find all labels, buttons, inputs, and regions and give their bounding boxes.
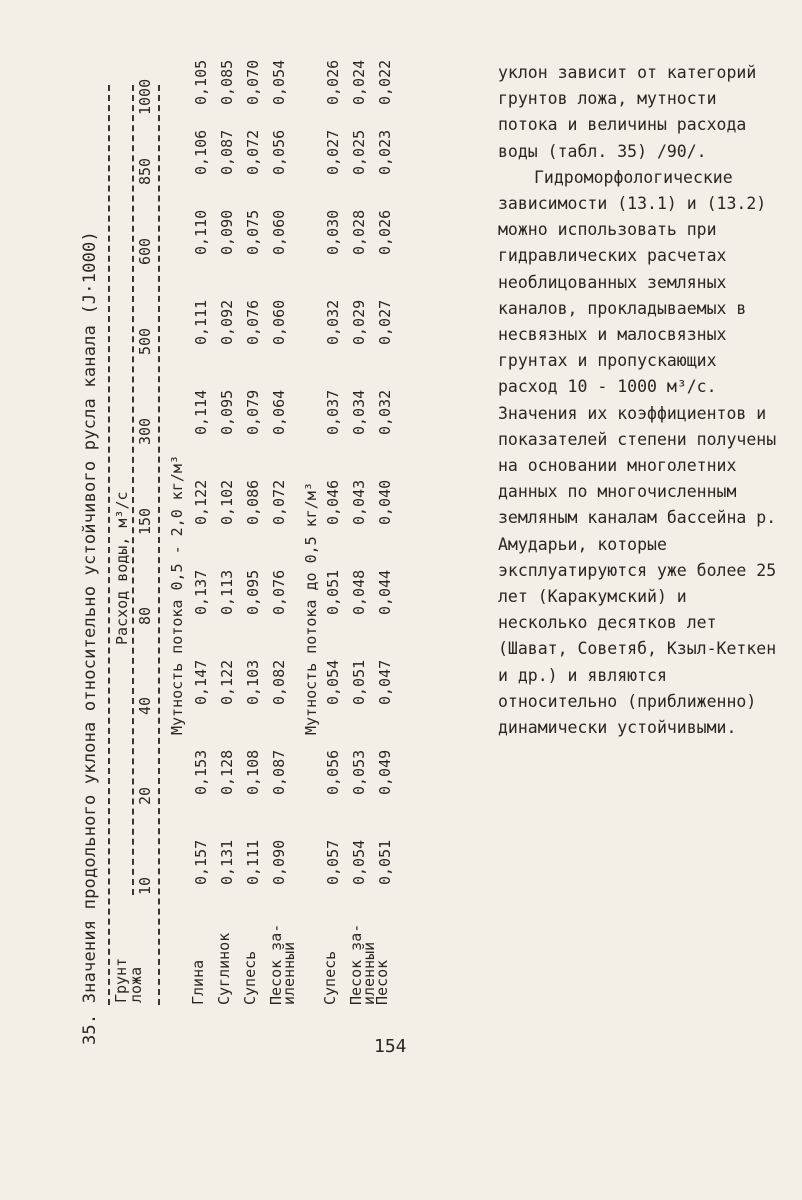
table-cell: 0,075 xyxy=(244,209,262,255)
column-header: 300 xyxy=(136,417,154,445)
page-number: 154 xyxy=(374,1036,407,1057)
flow-header: Расход воды, м³/с xyxy=(113,491,131,645)
table-cell: 0,046 xyxy=(324,479,342,525)
table-cell: 0,128 xyxy=(218,749,236,795)
table-cell: 0,131 xyxy=(218,839,236,885)
table-cell: 0,102 xyxy=(218,479,236,525)
table-row xyxy=(321,59,348,1005)
table-cell: 0,026 xyxy=(376,209,394,255)
row-label: Песок за- иленный xyxy=(347,923,378,1005)
table-cell: 0,051 xyxy=(324,569,342,615)
column-header: 500 xyxy=(136,327,154,355)
table-row xyxy=(267,59,298,1005)
table-row xyxy=(241,59,268,1005)
table-cell: 0,111 xyxy=(192,299,210,345)
table-cell: 0,087 xyxy=(270,749,288,795)
table-cell: 0,054 xyxy=(270,59,288,105)
soil-header: Грунт ложа xyxy=(112,957,145,1003)
column-header: 600 xyxy=(136,237,154,265)
table-cell: 0,057 xyxy=(324,839,342,885)
table-top-rule xyxy=(108,85,110,1005)
table-cell: 0,072 xyxy=(244,129,262,175)
table-cell: 0,048 xyxy=(350,569,368,615)
table-cell: 0,027 xyxy=(324,129,342,175)
table-cell: 0,108 xyxy=(244,749,262,795)
table-cell: 0,103 xyxy=(244,659,262,705)
column-header: 40 xyxy=(136,696,154,715)
column-header: 80 xyxy=(136,606,154,625)
column-header: 20 xyxy=(136,786,154,805)
table-cell: 0,024 xyxy=(350,59,368,105)
body-text xyxy=(498,60,778,741)
row-label: Песок за- иленный xyxy=(267,923,298,1005)
table-cell: 0,076 xyxy=(270,569,288,615)
table-cell: 0,086 xyxy=(244,479,262,525)
table-cell: 0,087 xyxy=(218,129,236,175)
row-label: Песок xyxy=(373,959,391,1005)
table-cell: 0,051 xyxy=(376,839,394,885)
table-cell: 0,056 xyxy=(324,749,342,795)
table-cell: 0,153 xyxy=(192,749,210,795)
table-cell: 0,034 xyxy=(350,389,368,435)
table-cell: 0,043 xyxy=(350,479,368,525)
table-cell: 0,090 xyxy=(270,839,288,885)
table-cell: 0,105 xyxy=(192,59,210,105)
table-caption: 35. Значения продольного уклона относительно устойчивого русла канала (J·1000) xyxy=(80,231,100,1045)
column-header: 850 xyxy=(136,157,154,185)
table-cell: 0,023 xyxy=(376,129,394,175)
table-cell: 0,027 xyxy=(376,299,394,345)
table-cell: 0,060 xyxy=(270,299,288,345)
table-cell: 0,047 xyxy=(376,659,394,705)
table-cell: 0,064 xyxy=(270,389,288,435)
column-header: 1000 xyxy=(136,78,154,115)
group1-title: Мутность потока 0,5 - 2,0 кг/м³ xyxy=(168,455,186,735)
table-cell: 0,030 xyxy=(324,209,342,255)
table-cell: 0,106 xyxy=(192,129,210,175)
table-cell: 0,054 xyxy=(324,659,342,705)
table-cell: 0,040 xyxy=(376,479,394,525)
table-cell: 0,049 xyxy=(376,749,394,795)
table-cell: 0,157 xyxy=(192,839,210,885)
table-row xyxy=(373,59,400,1005)
paragraph-1: уклон зависит от категорий грунтов ложа, мутности потока и величины расхода воды (табл. 35) /90/. xyxy=(498,63,757,161)
table-cell: 0,028 xyxy=(350,209,368,255)
table-cell: 0,114 xyxy=(192,389,210,435)
table-cell: 0,054 xyxy=(350,839,368,885)
table-cell: 0,032 xyxy=(324,299,342,345)
table-cell: 0,079 xyxy=(244,389,262,435)
group2-title: Мутность потока до 0,5 кг/м³ xyxy=(302,482,320,735)
table-cell: 0,051 xyxy=(350,659,368,705)
table-cell: 0,056 xyxy=(270,129,288,175)
row-label: Супесь xyxy=(321,950,339,1005)
table-cell: 0,032 xyxy=(376,389,394,435)
table-cell: 0,137 xyxy=(192,569,210,615)
table-cell: 0,085 xyxy=(218,59,236,105)
table-cell: 0,111 xyxy=(244,839,262,885)
table-cell: 0,076 xyxy=(244,299,262,345)
table-cell: 0,022 xyxy=(376,59,394,105)
table-cell: 0,113 xyxy=(218,569,236,615)
table-cell: 0,092 xyxy=(218,299,236,345)
table-cell: 0,110 xyxy=(192,209,210,255)
table-cell: 0,072 xyxy=(270,479,288,525)
table-cell: 0,025 xyxy=(350,129,368,175)
table-cell: 0,029 xyxy=(350,299,368,345)
table-row xyxy=(347,59,378,1005)
row-label: Глина xyxy=(189,959,207,1005)
table-row xyxy=(215,59,242,1005)
table-cell: 0,044 xyxy=(376,569,394,615)
paragraph-2: Гидроморфологические зависимости (13.1) и (13.2) можно использовать при гидравлических расчетах необлицованных земляных каналов, прокладываемых в несвязных и малосвязных грунтах и пропускающих расход 10 - 1000 м³/с. Значения их коэффициентов и показателей степени получены на основании многолетних данных по многочисленным земляным каналам бассейна р. Амударьи, которые эксплуатируются уже более 25 лет (Каракумский) и несколько десятков лет (Шават, Советяб, Кзыл-Кеткен и др.) и являются относительно (приближенно) динамически устойчивыми. xyxy=(498,167,777,738)
table-cell: 0,053 xyxy=(350,749,368,795)
table-cell: 0,060 xyxy=(270,209,288,255)
table-cell: 0,095 xyxy=(244,569,262,615)
column-header: 10 xyxy=(136,876,154,895)
table-cell: 0,082 xyxy=(270,659,288,705)
table-cell: 0,122 xyxy=(218,659,236,705)
table-cell: 0,095 xyxy=(218,389,236,435)
table-row xyxy=(189,59,216,1005)
table-cell: 0,070 xyxy=(244,59,262,105)
table-cell: 0,037 xyxy=(324,389,342,435)
header-mid-rule xyxy=(132,85,134,895)
table-cell: 0,122 xyxy=(192,479,210,525)
table-cell: 0,147 xyxy=(192,659,210,705)
header-bottom-rule xyxy=(158,85,160,1005)
row-label: Суглинок xyxy=(215,932,233,1005)
row-label: Супесь xyxy=(241,950,259,1005)
column-header: 150 xyxy=(136,507,154,535)
table-cell: 0,090 xyxy=(218,209,236,255)
table-cell: 0,026 xyxy=(324,59,342,105)
